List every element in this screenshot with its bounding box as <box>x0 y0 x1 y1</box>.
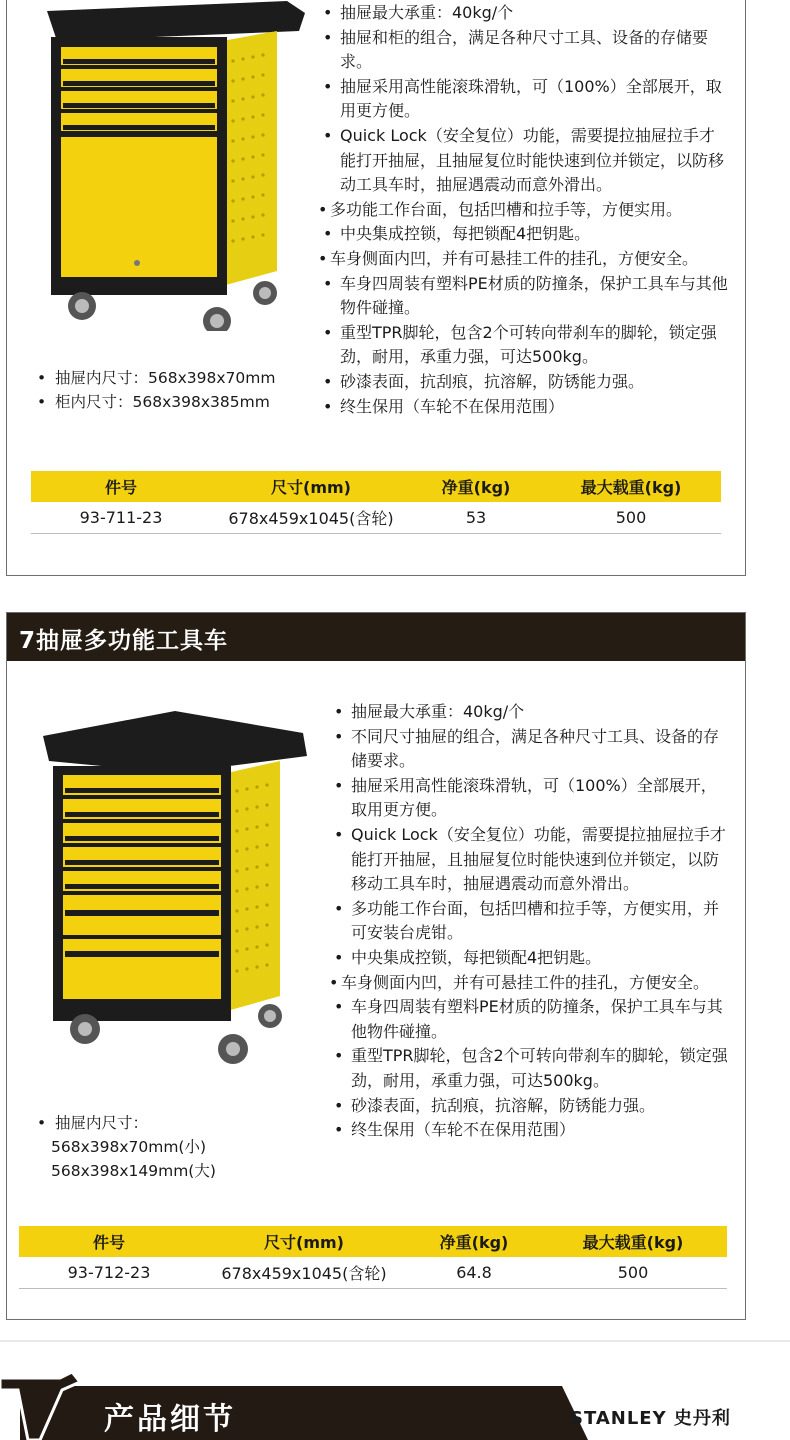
brand-name: STANLEY 史丹利 <box>570 1408 731 1429</box>
feature-item: • 车身四周装有塑料PE材质的防撞条，保护工具车与其他物件碰撞。 <box>323 272 728 321</box>
feature-item: • 砂漆表面，抗刮痕，抗溶解，防锈能力强。 <box>323 370 728 395</box>
feature-item: • 抽屉和柜的组合，满足各种尺寸工具、设备的存储要求。 <box>323 26 728 75</box>
panel-header <box>7 613 745 661</box>
dimension-small: 568x398x70mm(小) <box>51 1138 207 1156</box>
cell-max-load: 500 <box>541 502 721 533</box>
spec-table-header <box>19 1226 727 1257</box>
feature-item: • Quick Lock（安全复位）功能，需要提拉抽屉拉手才能打开抽屉，且抽屉复位时能快速到位并锁定，以防移动工具车时，抽屉遇震动而意外滑出。 <box>334 823 732 897</box>
cell-max-load: 500 <box>539 1257 727 1288</box>
header-size: 尺寸(mm) <box>211 471 411 502</box>
cell-part-no: 93-711-23 <box>31 502 211 533</box>
dimension-list-2 <box>37 1111 317 1183</box>
cell-part-no: 93-712-23 <box>19 1257 199 1288</box>
feature-item: • 多功能工作台面，包括凹槽和拉手等，方便实用。 <box>318 198 728 223</box>
feature-item: • 中央集成控锁，每把锁配4把钥匙。 <box>334 946 732 971</box>
dimension-label: • 抽屉内尺寸： <box>37 1111 317 1135</box>
spec-table-1 <box>31 471 721 534</box>
header-max-load: 最大载重(kg) <box>541 471 721 502</box>
cell-net-weight: 53 <box>411 502 541 533</box>
feature-list-2 <box>334 700 732 1143</box>
cell-net-weight: 64.8 <box>409 1257 539 1288</box>
dimension-item: • 抽屉内尺寸：568x398x70mm <box>37 366 317 390</box>
table-row <box>19 1257 727 1288</box>
stanley-logo-icon <box>0 1370 90 1440</box>
table-row <box>31 502 721 533</box>
feature-item: • 车身四周装有塑料PE材质的防撞条，保护工具车与其他物件碰撞。 <box>334 995 732 1044</box>
feature-item: • 抽屉采用高性能滚珠滑轨，可（100%）全部展开，取用更方便。 <box>334 774 732 823</box>
feature-item: • 车身侧面内凹，并有可悬挂工件的挂孔，方便安全。 <box>318 247 728 272</box>
feature-item: • 抽屉最大承重：40kg/个 <box>323 1 728 26</box>
feature-item: • 重型TPR脚轮，包含2个可转向带刹车的脚轮，锁定强劲，耐用，承重力强，可达500kg。 <box>323 321 728 370</box>
feature-item: • 不同尺寸抽屉的组合，满足各种尺寸工具、设备的存储要求。 <box>334 725 732 774</box>
tool-cart-image <box>37 1 317 331</box>
feature-item: • 中央集成控锁，每把锁配4把钥匙。 <box>323 222 728 247</box>
feature-item: • 抽屉最大承重：40kg/个 <box>334 700 732 725</box>
spec-table-2 <box>19 1226 727 1289</box>
feature-item: • 抽屉采用高性能滚珠滑轨，可（100%）全部展开，取用更方便。 <box>323 75 728 124</box>
panel-title: 7抽屉多功能工具车 <box>19 628 229 654</box>
feature-item: • 重型TPR脚轮，包含2个可转向带刹车的脚轮，锁定强劲，耐用，承重力强，可达500kg。 <box>334 1044 732 1093</box>
header-net-weight: 净重(kg) <box>411 471 541 502</box>
header-part-no: 件号 <box>31 471 211 502</box>
dimension-list-1 <box>37 366 317 414</box>
dimension-item: • 柜内尺寸：568x398x385mm <box>37 390 317 414</box>
section-divider <box>0 1340 790 1342</box>
section-title: 产品细节 <box>104 1402 236 1437</box>
product-panel-2 <box>6 612 746 1320</box>
feature-item: • 终生保用（车轮不在保用范围） <box>334 1118 732 1143</box>
header-max-load: 最大载重(kg) <box>539 1226 727 1257</box>
header-size: 尺寸(mm) <box>199 1226 409 1257</box>
product-panel-1 <box>6 0 746 576</box>
tool-cart-image <box>35 711 325 1066</box>
dimension-large: 568x398x149mm(大) <box>51 1162 216 1180</box>
cell-size: 678x459x1045(含轮) <box>199 1257 409 1288</box>
feature-item: • Quick Lock（安全复位）功能，需要提拉抽屉拉手才能打开抽屉，且抽屉复位时能快速到位并锁定，以防移动工具车时，抽屉遇震动而意外滑出。 <box>323 124 728 198</box>
spec-table-header <box>31 471 721 502</box>
feature-item: • 车身侧面内凹，并有可悬挂工件的挂孔，方便安全。 <box>329 971 732 996</box>
feature-item: • 砂漆表面，抗刮痕，抗溶解，防锈能力强。 <box>334 1094 732 1119</box>
cell-size: 678x459x1045(含轮) <box>211 502 411 533</box>
feature-item: • 终生保用（车轮不在保用范围） <box>323 395 728 420</box>
feature-item: • 多功能工作台面，包括凹槽和拉手等，方便实用，并可安装台虎钳。 <box>334 897 732 946</box>
feature-list-1 <box>323 1 728 419</box>
header-part-no: 件号 <box>19 1226 199 1257</box>
header-net-weight: 净重(kg) <box>409 1226 539 1257</box>
